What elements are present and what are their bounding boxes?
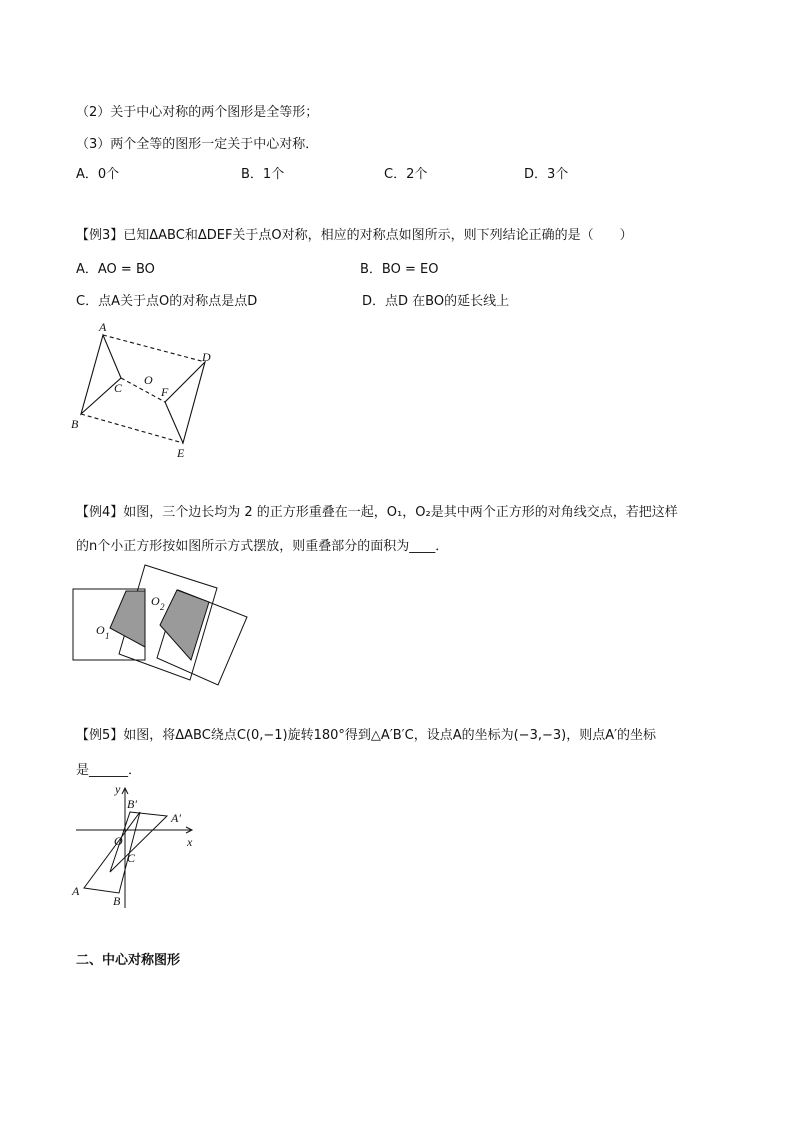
label-y: y	[115, 782, 121, 796]
label-a: A	[99, 320, 107, 334]
option-d: D．3个	[524, 167, 569, 182]
label-a-prime: A′	[171, 811, 181, 825]
label-o1: O	[96, 623, 105, 637]
label-o: O	[144, 373, 153, 387]
statement-2: （2）关于中心对称的两个图形是全等形；	[76, 105, 319, 120]
label-a: A	[72, 884, 80, 898]
option-b: B．1个	[241, 167, 285, 182]
label-c: C	[127, 851, 136, 865]
label-b: B	[71, 417, 79, 431]
label-b-prime: B′	[127, 797, 137, 811]
example-3-option-b: B．BO = EO	[360, 262, 439, 277]
example-4-line-1: 【例4】如图，三个边长均为 2 的正方形重叠在一起，O₁，O₂是其中两个正方形的对角线交点，若把这样	[76, 505, 678, 520]
label-e: E	[177, 446, 185, 460]
example-5-line-1: 【例5】如图，将ΔABC绕点C(0,−1)旋转180°得到△A′B′C，设点A的坐标为(−3,−3)，则点A′的坐标	[76, 728, 657, 743]
example-3-option-a: A．AO = BO	[76, 262, 155, 277]
label-o2-subscript: 2	[160, 602, 165, 612]
example-3-option-d: D．点D 在BO的延长线上	[362, 294, 510, 309]
label-d: D	[202, 350, 211, 364]
statement-3: （3）两个全等的图形一定关于中心对称．	[76, 137, 319, 152]
section-2-title: 二、中心对称图形	[76, 953, 181, 968]
example-3-option-c: C．点A关于点O的对称点是点D	[76, 294, 258, 309]
example-4-line-2: 的n个小正方形按如图所示方式摆放，则重叠部分的面积为____．	[76, 539, 449, 554]
label-f: F	[161, 385, 169, 399]
option-a: A．0个	[76, 167, 120, 182]
label-x: x	[187, 835, 193, 849]
label-c: C	[114, 381, 123, 395]
label-o2: O	[151, 594, 160, 608]
label-o1-subscript: 1	[105, 631, 110, 641]
example-5-line-2: 是______．	[76, 763, 142, 778]
label-origin: O	[114, 834, 123, 848]
option-c: C．2个	[384, 167, 428, 182]
label-b: B	[113, 894, 121, 908]
example-3-question: 【例3】已知ΔABC和ΔDEF关于点O对称，相应的对称点如图所示，则下列结论正确的是（ ）	[76, 228, 633, 243]
